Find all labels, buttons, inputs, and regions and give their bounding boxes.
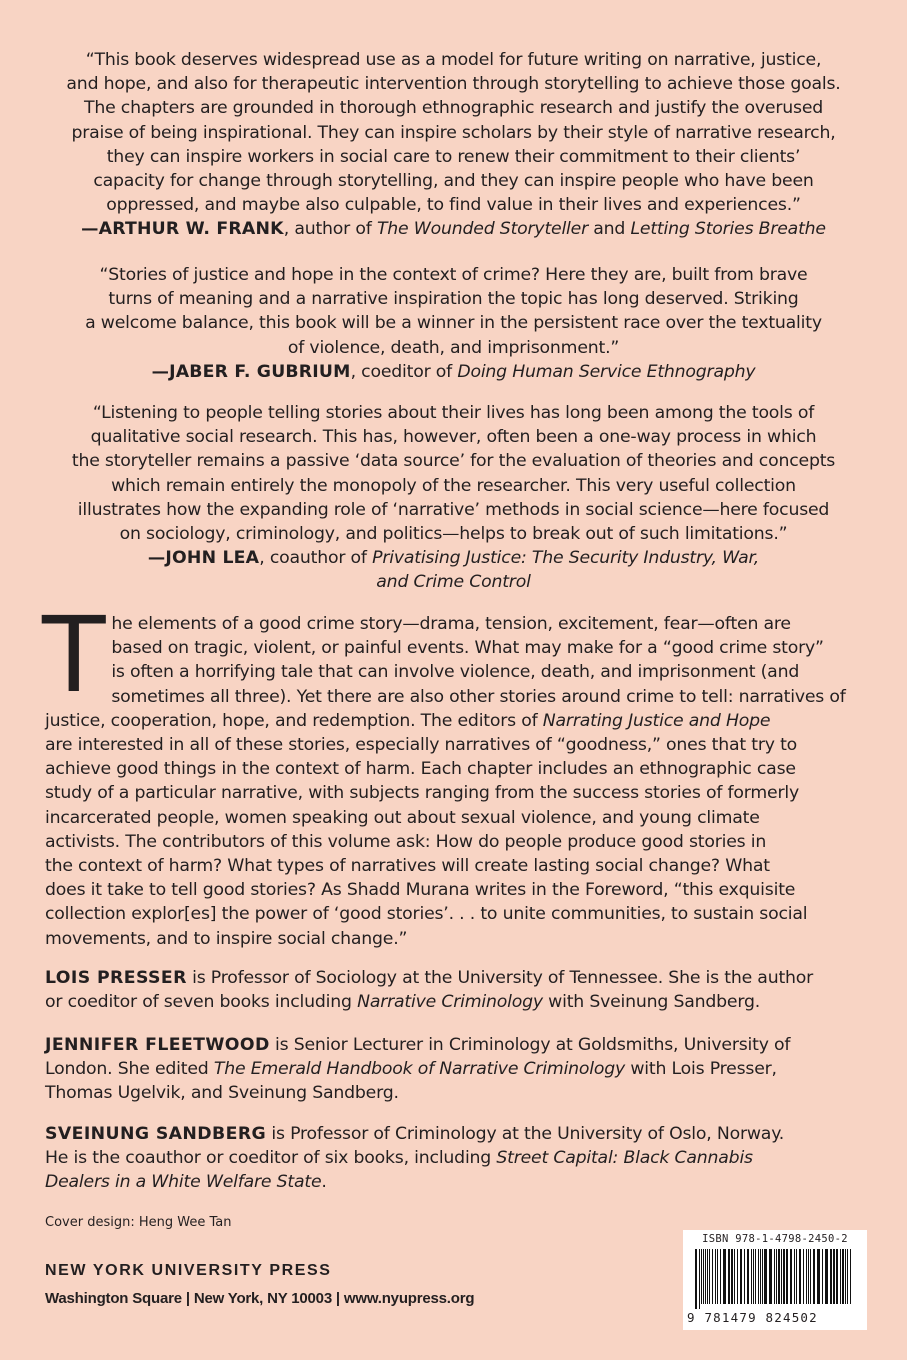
barcode-bar: [790, 1249, 792, 1304]
barcode-bar: [715, 1249, 716, 1304]
attrib-work: and Crime Control: [376, 572, 531, 593]
barcode-bar: [734, 1249, 735, 1304]
barcode-bar: [703, 1249, 704, 1304]
blurb-attribution-cont: [40, 570, 867, 594]
barcode-bar: [786, 1249, 788, 1304]
barcode-bar: [717, 1249, 718, 1304]
barcode-bar: [709, 1249, 710, 1304]
attrib-and: and: [588, 219, 631, 240]
attrib-work: Letting Stories Breathe: [630, 219, 826, 240]
blurb-line: “Listening to people telling stories about their lives has long been among the tools of: [92, 403, 815, 423]
barcode-bar: [796, 1249, 797, 1304]
blurb-attribution: [40, 360, 867, 384]
publisher-block: [45, 1262, 474, 1307]
isbn-label: ISBN 978-1-4798-2450-2: [702, 1233, 848, 1245]
attrib-dash: —: [81, 219, 99, 240]
bio-text: with Sveinung Sandberg.: [542, 992, 761, 1013]
barcode-bar: [720, 1249, 721, 1304]
drop-cap: T: [42, 594, 106, 716]
barcode-bar: [813, 1249, 815, 1304]
barcode-bars: [693, 1249, 857, 1309]
publisher-name: NEW YORK UNIVERSITY PRESS: [45, 1262, 332, 1279]
barcode-bar: [808, 1249, 809, 1304]
barcode-bar: [774, 1249, 775, 1304]
blurb-line: “This book deserves widespread use as a model for future writing on narrative, justice,: [85, 50, 822, 70]
barcode-bar: [833, 1249, 835, 1304]
cover-credit: Cover design: Heng Wee Tan: [45, 1215, 232, 1230]
bio-name: LOIS PRESSER: [45, 968, 187, 988]
barcode-bar: [712, 1249, 713, 1304]
barcode-bar: [744, 1249, 745, 1304]
blurb-line: “Stories of justice and hope in the context of crime? Here they are, built from brave: [99, 265, 808, 285]
barcode-bar: [723, 1249, 726, 1304]
desc-line: activists. The contributors of this volume ask: How do people produce good stories in: [45, 831, 767, 852]
blurb-line: capacity for change through storytelling, and they can inspire people who have been: [93, 171, 814, 192]
bio-name: SVEINUNG SANDBERG: [45, 1124, 267, 1144]
blurb-line: oppressed, and maybe also culpable, to find value in their lives and experiences.”: [106, 195, 801, 216]
attrib-name: ARTHUR W. FRANK: [98, 219, 284, 240]
blurb-line: turns of meaning and a narrative inspiration the topic has long deserved. Striking: [108, 289, 799, 310]
barcode-bar: [810, 1249, 811, 1304]
barcode-bar: [740, 1249, 742, 1304]
desc-book-title: Narrating Justice and Hope: [542, 710, 771, 731]
desc-line: does it take to tell good stories? As Shadd Murana writes in the Foreword, “this exquisite: [45, 880, 796, 901]
bio-line: [45, 1033, 867, 1057]
barcode-bar: [753, 1249, 754, 1304]
bio-line: [45, 1170, 867, 1194]
blurb-line: which remain entirely the monopoly of the researcher. This very useful collection: [111, 475, 796, 496]
barcode-bar: [845, 1249, 846, 1304]
blurb-line: a welcome balance, this book will be a winner in the persistent race over the textuality: [85, 313, 822, 334]
isbn-digits: 9 781479 824502: [687, 1310, 818, 1325]
bio-line: [45, 990, 867, 1014]
blurb-line: praise of being inspirational. They can inspire scholars by their style of narrative research,: [71, 122, 836, 143]
bio-work: Dealers in a White Welfare State: [45, 1172, 322, 1193]
barcode-bar: [762, 1249, 763, 1304]
barcode-bar: [760, 1249, 761, 1304]
barcode-bar: [830, 1249, 832, 1304]
bio-work: Narrative Criminology: [357, 992, 543, 1013]
attrib-role: , coauthor of: [259, 548, 373, 569]
desc-line: are interested in all of these stories, especially narratives of “goodness,” ones that try to: [45, 735, 798, 756]
bio-line: [45, 1146, 867, 1170]
bio-line: Thomas Ugelvik, and Sveinung Sandberg.: [45, 1083, 399, 1104]
barcode-bar: [728, 1249, 730, 1304]
bio-text: London. She edited: [45, 1059, 214, 1080]
barcode-bar: [825, 1249, 828, 1304]
desc-line: based on tragic, violent, or painful events. What may make for a “good crime story”: [111, 638, 824, 659]
attrib-role: , coeditor of: [350, 361, 458, 382]
barcode-bar: [776, 1249, 777, 1304]
bio-text: He is the coauthor or coeditor of six books, including: [45, 1148, 497, 1169]
barcode-bar: [781, 1249, 782, 1304]
barcode-bar: [794, 1249, 795, 1304]
desc-line: sometimes all three). Yet there are also other stories around crime to tell: narratives of: [111, 686, 846, 707]
bio-name: JENNIFER FLEETWOOD: [45, 1035, 270, 1055]
publisher-address: Washington Square | New York, NY 10003 | www.nyupress.org: [45, 1290, 475, 1307]
barcode-bar: [699, 1249, 700, 1309]
desc-line: study of a particular narrative, with subjects ranging from the success stories of formerly: [45, 783, 799, 804]
bio-text: .: [321, 1172, 327, 1193]
blurb-attribution: [40, 217, 867, 241]
barcode-bar: [817, 1249, 820, 1304]
bio-presser: [45, 966, 867, 1014]
attrib-dash: —: [147, 548, 166, 569]
barcode-bar: [705, 1249, 706, 1304]
isbn-barcode: [683, 1230, 867, 1330]
bio-sandberg: [45, 1122, 867, 1195]
bio-text: or coeditor of seven books including: [45, 992, 358, 1013]
desc-line: he elements of a good crime story—drama, tension, excitement, fear—often are: [111, 614, 791, 634]
blurb-line: and hope, and also for therapeutic intervention through storytelling to achieve those goals.: [66, 74, 841, 95]
barcode-bar: [836, 1249, 838, 1304]
bio-text: is Professor of Criminology at the University of Oslo, Norway.: [266, 1124, 785, 1144]
blurb-line: they can inspire workers in social care to renew their commitment to their clients’: [106, 146, 801, 167]
barcode-bar: [778, 1249, 780, 1304]
barcode-bar: [803, 1249, 804, 1304]
blurb-attribution: [40, 546, 867, 570]
barcode-bar: [707, 1249, 708, 1304]
desc-line: achieve good things in the context of harm. Each chapter includes an ethnographic case: [45, 759, 796, 780]
barcode-bar: [758, 1249, 759, 1304]
desc-line: the context of harm? What types of narratives will create lasting social change? What: [45, 856, 770, 877]
barcode-bar: [842, 1249, 844, 1304]
bio-fleetwood: [45, 1033, 867, 1106]
desc-line: collection explor[es] the power of ‘good stories’. . . to unite communities, to sustain social: [45, 904, 808, 925]
desc-text: justice, cooperation, hope, and redemption. The editors of: [45, 710, 543, 731]
barcode-bar: [747, 1249, 749, 1304]
barcode-bar: [847, 1249, 848, 1304]
book-description: [42, 594, 867, 951]
blurb-line: of violence, death, and imprisonment.”: [287, 337, 620, 358]
blurb-lea: [40, 401, 867, 595]
desc-line: is often a horrifying tale that can involve violence, death, and imprisonment (and: [111, 662, 800, 683]
barcode-bar: [755, 1249, 756, 1304]
blurb-line: illustrates how the expanding role of ‘narrative’ methods in social science—here focused: [77, 499, 830, 520]
barcode-bar: [806, 1249, 807, 1304]
bio-work: Street Capital: Black Cannabis: [496, 1148, 753, 1169]
barcode-bar: [701, 1249, 702, 1304]
barcode-bar: [822, 1249, 823, 1304]
barcode-bar: [769, 1249, 772, 1304]
barcode-bar: [799, 1249, 801, 1304]
bio-line: [45, 1122, 867, 1146]
attrib-role: , author of: [283, 219, 377, 240]
attrib-work: The Wounded Storyteller: [376, 219, 588, 240]
bio-text: is Senior Lecturer in Criminology at Goldsmiths, University of: [269, 1035, 791, 1055]
blurb-line: the storyteller remains a passive ‘data source’ for the evaluation of theories and concepts: [71, 451, 836, 472]
barcode-bar: [731, 1249, 733, 1304]
blurb-gubrium: [40, 263, 867, 384]
attrib-name: JABER F. GUBRIUM: [169, 361, 351, 382]
attrib-dash: —: [151, 361, 170, 382]
bio-work: The Emerald Handbook of Narrative Criminology: [213, 1059, 626, 1080]
bio-text: is Professor of Sociology at the University of Tennessee. She is the author: [186, 968, 814, 988]
desc-line: incarcerated people, women speaking out about sexual violence, and young climate: [45, 807, 760, 828]
barcode-bar: [737, 1249, 738, 1304]
barcode-bar: [783, 1249, 785, 1304]
desc-line: [45, 709, 867, 733]
desc-line: movements, and to inspire social change.”: [45, 928, 408, 949]
barcode-bar: [850, 1249, 851, 1304]
bio-line: [45, 966, 867, 990]
barcode-bar: [695, 1249, 697, 1309]
bio-text: with Lois Presser,: [625, 1059, 777, 1080]
blurb-line: on sociology, criminology, and politics—helps to break out of such limitations.”: [119, 524, 788, 545]
barcode-bar: [764, 1249, 767, 1304]
attrib-work: Privatising Justice: The Security Industry, War,: [372, 548, 760, 569]
attrib-work: Doing Human Service Ethnography: [457, 361, 756, 382]
bio-line: [45, 1057, 867, 1081]
barcode-bar: [751, 1249, 752, 1304]
blurb-line: The chapters are grounded in thorough ethnographic research and justify the overused: [83, 98, 824, 119]
blurb-frank: [40, 48, 867, 242]
barcode-bar: [840, 1249, 841, 1304]
attrib-name: JOHN LEA: [165, 548, 260, 569]
blurb-line: qualitative social research. This has, however, often been a one-way process in which: [90, 427, 817, 448]
